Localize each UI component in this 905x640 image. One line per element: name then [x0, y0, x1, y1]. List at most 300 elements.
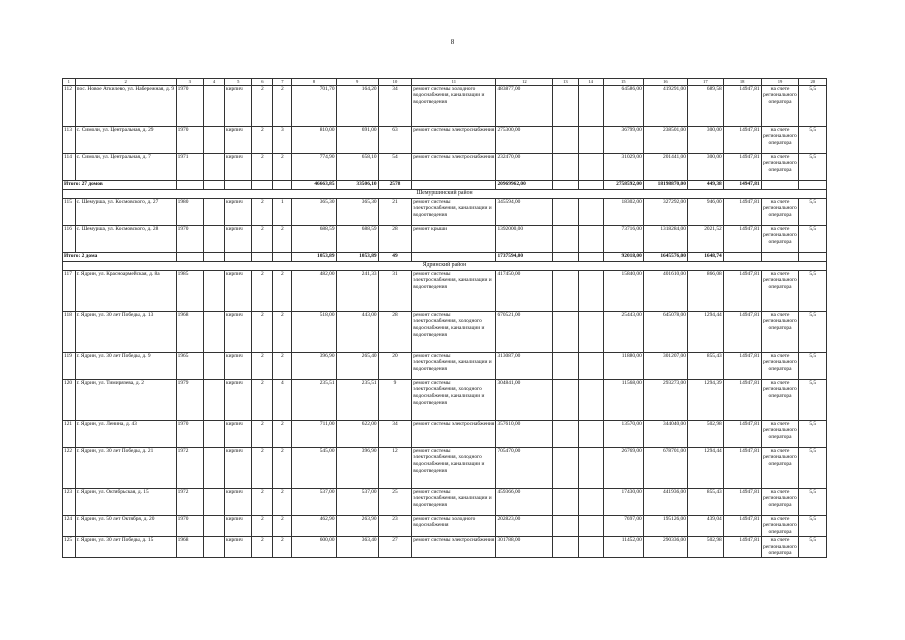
floors: 2	[252, 225, 273, 252]
col-13	[553, 488, 578, 515]
fund-funds: 201441,00	[643, 153, 687, 180]
total-cost: 417450,00	[496, 270, 553, 311]
limit-cost: 14947,81	[723, 352, 761, 379]
total-cost: 670521,00	[496, 311, 553, 352]
row-number: 123	[63, 488, 76, 515]
residents: 31	[378, 270, 412, 311]
column-number: 19	[761, 79, 799, 86]
year-built: 1970	[176, 85, 203, 126]
work-type: ремонт системы электроснабжения, канализации и водоотведения	[412, 270, 496, 311]
column-number: 4	[204, 79, 225, 86]
term: 5,5	[799, 447, 827, 488]
limit-cost: 14947,81	[723, 379, 761, 420]
district-header	[63, 261, 827, 270]
entrances: 2	[273, 153, 292, 180]
term: 5,5	[799, 126, 827, 153]
address: с. Симоли, ул. Центральная, д. 7	[75, 153, 176, 180]
column-number: 10	[378, 79, 412, 86]
empty-cell	[412, 180, 496, 189]
total-area: 701,70	[292, 85, 336, 126]
fund-funds: 293273,00	[643, 379, 687, 420]
row-number: 116	[63, 225, 76, 252]
table-row	[63, 536, 827, 557]
col-14	[578, 198, 603, 225]
address: с. Шемурша, ул. Космовского, д. 28	[75, 225, 176, 252]
fund-method: на счете регионального оператора	[761, 198, 799, 225]
col-14	[578, 379, 603, 420]
address: г. Ядрин, ул. 30 лет Победы, д. 9	[75, 352, 176, 379]
empty-cell	[761, 180, 799, 189]
total-cost-per-sqm: 449,38	[687, 180, 723, 189]
empty-cell	[578, 180, 603, 189]
residents: 23	[378, 515, 412, 536]
total-cost: 483877,00	[496, 85, 553, 126]
entrances: 2	[273, 447, 292, 488]
living-area: 537,00	[336, 488, 378, 515]
col-14	[578, 420, 603, 447]
total-cost: 20969962,00	[496, 180, 553, 189]
column-number: 1	[63, 79, 76, 86]
total-fund-funds: 1645576,00	[643, 252, 687, 261]
col-14	[578, 311, 603, 352]
wall-material: кирпич	[225, 379, 252, 420]
district-header	[63, 189, 827, 198]
column-number: 5	[225, 79, 252, 86]
table-row	[63, 198, 827, 225]
col-4	[204, 536, 225, 557]
total-residents: 49	[378, 252, 412, 261]
year-built: 1970	[176, 515, 203, 536]
col-14	[578, 488, 603, 515]
owner-funds: 36799,00	[603, 126, 643, 153]
address: г. Ядрин, ул. Октябрьская, д. 15	[75, 488, 176, 515]
fund-method: на счете регионального оператора	[761, 153, 799, 180]
column-number: 12	[496, 79, 553, 86]
table-row	[63, 311, 827, 352]
fund-method: на счете регионального оператора	[761, 85, 799, 126]
col-13	[553, 379, 578, 420]
col-14	[578, 515, 603, 536]
total-area: 810,00	[292, 126, 336, 153]
year-built: 1985	[176, 270, 203, 311]
owner-funds: 26769,00	[603, 447, 643, 488]
address: г. Ядрин, ул. 50 лет Октября, д. 20	[75, 515, 176, 536]
cost-per-sqm: 502,98	[687, 420, 723, 447]
owner-funds: 11880,00	[603, 352, 643, 379]
wall-material: кирпич	[225, 270, 252, 311]
owner-funds: 25443,00	[603, 311, 643, 352]
total-residents: 2578	[378, 180, 412, 189]
total-area: 1053,89	[292, 252, 336, 261]
residents: 25	[378, 488, 412, 515]
owner-funds: 31029,00	[603, 153, 643, 180]
fund-method: на счете регионального оператора	[761, 447, 799, 488]
table-row	[63, 126, 827, 153]
repair-program-table	[62, 78, 827, 558]
term: 5,5	[799, 379, 827, 420]
entrances: 3	[273, 126, 292, 153]
page-number: 8	[450, 38, 455, 46]
limit-cost: 14947,81	[723, 536, 761, 557]
total-limit-cost	[723, 252, 761, 261]
total-living-area: 1053,89	[336, 252, 378, 261]
cost-per-sqm: 300,00	[687, 126, 723, 153]
total-cost: 1392000,00	[496, 225, 553, 252]
limit-cost: 14947,81	[723, 515, 761, 536]
total-cost: 1737594,00	[496, 252, 553, 261]
cost-per-sqm: 866,08	[687, 270, 723, 311]
table-row	[63, 352, 827, 379]
owner-funds: 11452,00	[603, 536, 643, 557]
wall-material: кирпич	[225, 126, 252, 153]
owner-funds: 13570,00	[603, 420, 643, 447]
living-area: 265,40	[336, 352, 378, 379]
total-area: 537,00	[292, 488, 336, 515]
floors: 2	[252, 311, 273, 352]
table-row	[63, 270, 827, 311]
entrances: 2	[273, 85, 292, 126]
living-area: 363,40	[336, 536, 378, 557]
empty-cell	[273, 180, 292, 189]
term: 5,5	[799, 515, 827, 536]
col-4	[204, 85, 225, 126]
column-number: 2	[75, 79, 176, 86]
column-number: 11	[412, 79, 496, 86]
residents: 34	[378, 85, 412, 126]
col-13	[553, 126, 578, 153]
total-cost: 301788,00	[496, 536, 553, 557]
col-4	[204, 352, 225, 379]
empty-cell	[176, 252, 203, 261]
empty-cell	[252, 252, 273, 261]
empty-cell	[799, 180, 827, 189]
work-type: ремонт системы электроснабжения, канализации и водоотведения	[412, 488, 496, 515]
cost-per-sqm: 300,00	[687, 153, 723, 180]
year-built: 1979	[176, 379, 203, 420]
total-cost: 345594,00	[496, 198, 553, 225]
owner-funds: 11568,00	[603, 379, 643, 420]
col-14	[578, 352, 603, 379]
col-14	[578, 225, 603, 252]
fund-funds: 419291,00	[643, 85, 687, 126]
work-type: ремонт системы электроснабжения	[412, 153, 496, 180]
table-row	[63, 225, 827, 252]
table-row	[63, 420, 827, 447]
column-number-row	[63, 79, 827, 86]
entrances: 2	[273, 225, 292, 252]
entrances: 2	[273, 515, 292, 536]
col-13	[553, 515, 578, 536]
total-label: Итого: 27 домов	[63, 180, 177, 189]
total-area: 396,90	[292, 352, 336, 379]
floors: 2	[252, 379, 273, 420]
limit-cost: 14947,81	[723, 420, 761, 447]
limit-cost: 14947,81	[723, 447, 761, 488]
fund-method: на счете регионального оператора	[761, 352, 799, 379]
year-built: 1968	[176, 536, 203, 557]
total-row	[63, 252, 827, 261]
address: г. Ядрин, ул. 30 лет Победы, д. 21	[75, 447, 176, 488]
column-number: 15	[603, 79, 643, 86]
fund-method: на счете регионального оператора	[761, 536, 799, 557]
row-number: 117	[63, 270, 76, 311]
year-built: 1971	[176, 153, 203, 180]
floors: 2	[252, 447, 273, 488]
address: г. Ядрин, ул. 30 лет Победы, д. 15	[75, 536, 176, 557]
empty-cell	[204, 252, 225, 261]
total-cost: 304841,00	[496, 379, 553, 420]
col-13	[553, 447, 578, 488]
entrances: 2	[273, 488, 292, 515]
residents: 12	[378, 447, 412, 488]
work-type: ремонт системы электроснабжения	[412, 420, 496, 447]
col-4	[204, 198, 225, 225]
limit-cost: 14947,81	[723, 198, 761, 225]
column-number: 13	[553, 79, 578, 86]
total-label: Итого: 2 дома	[63, 252, 177, 261]
empty-cell	[273, 252, 292, 261]
row-number: 113	[63, 126, 76, 153]
year-built: 1980	[176, 198, 203, 225]
col-13	[553, 153, 578, 180]
empty-cell	[553, 180, 578, 189]
col-13	[553, 225, 578, 252]
column-number: 8	[292, 79, 336, 86]
year-built: 1968	[176, 311, 203, 352]
fund-funds: 301207,00	[643, 352, 687, 379]
col-4	[204, 311, 225, 352]
limit-cost: 14947,81	[723, 153, 761, 180]
year-built: 1972	[176, 447, 203, 488]
row-number: 120	[63, 379, 76, 420]
cost-per-sqm: 502,98	[687, 536, 723, 557]
address: г. Ядрин, ул. Красноармейская, д. 8а	[75, 270, 176, 311]
empty-cell	[799, 252, 827, 261]
total-area: 711,00	[292, 420, 336, 447]
residents: 21	[378, 198, 412, 225]
limit-cost: 14947,81	[723, 225, 761, 252]
fund-method: на счете регионального оператора	[761, 225, 799, 252]
col-14	[578, 447, 603, 488]
col-14	[578, 270, 603, 311]
col-4	[204, 126, 225, 153]
district-name: Шемуршинский район	[63, 189, 827, 198]
total-cost: 313087,00	[496, 352, 553, 379]
col-13	[553, 420, 578, 447]
term: 5,5	[799, 311, 827, 352]
wall-material: кирпич	[225, 311, 252, 352]
work-type: ремонт крыши	[412, 225, 496, 252]
wall-material: кирпич	[225, 352, 252, 379]
empty-cell	[578, 252, 603, 261]
owner-funds: 7697,00	[603, 515, 643, 536]
entrances: 2	[273, 420, 292, 447]
year-built: 1970	[176, 126, 203, 153]
table-row	[63, 447, 827, 488]
wall-material: кирпич	[225, 515, 252, 536]
address: с. Шемурша, ул. Космовского, д. 27	[75, 198, 176, 225]
col-4	[204, 420, 225, 447]
floors: 2	[252, 420, 273, 447]
work-type: ремонт системы холодного водоснабжения	[412, 515, 496, 536]
column-number: 17	[687, 79, 723, 86]
living-area: 396,90	[336, 447, 378, 488]
fund-method: на счете регионального оператора	[761, 311, 799, 352]
col-4	[204, 225, 225, 252]
residents: 28	[378, 225, 412, 252]
col-13	[553, 536, 578, 557]
fund-funds: 344040,00	[643, 420, 687, 447]
work-type: ремонт системы электроснабжения, холодного водоснабжения, канализации и водоотведения	[412, 311, 496, 352]
fund-method: на счете регионального оператора	[761, 488, 799, 515]
fund-method: на счете регионального оператора	[761, 379, 799, 420]
col-14	[578, 153, 603, 180]
column-number: 6	[252, 79, 273, 86]
entrances: 2	[273, 536, 292, 557]
col-4	[204, 447, 225, 488]
total-cost: 202823,00	[496, 515, 553, 536]
row-number: 125	[63, 536, 76, 557]
living-area: 164,20	[336, 85, 378, 126]
fund-method: на счете регионального оператора	[761, 420, 799, 447]
total-cost: 232470,00	[496, 153, 553, 180]
row-number: 122	[63, 447, 76, 488]
term: 5,5	[799, 153, 827, 180]
total-row	[63, 180, 827, 189]
cost-per-sqm: 1294,44	[687, 447, 723, 488]
wall-material: кирпич	[225, 420, 252, 447]
living-area: 622,00	[336, 420, 378, 447]
entrances: 2	[273, 270, 292, 311]
table-row	[63, 488, 827, 515]
term: 5,5	[799, 198, 827, 225]
empty-cell	[553, 252, 578, 261]
total-area: 518,00	[292, 311, 336, 352]
cost-per-sqm: 1294,44	[687, 311, 723, 352]
fund-funds: 238501,00	[643, 126, 687, 153]
total-cost: 459366,00	[496, 488, 553, 515]
term: 5,5	[799, 420, 827, 447]
wall-material: кирпич	[225, 153, 252, 180]
empty-cell	[761, 252, 799, 261]
total-cost: 705470,00	[496, 447, 553, 488]
empty-cell	[176, 180, 203, 189]
wall-material: кирпич	[225, 85, 252, 126]
fund-method: на счете регионального оператора	[761, 270, 799, 311]
fund-funds: 290336,00	[643, 536, 687, 557]
limit-cost: 14947,81	[723, 488, 761, 515]
column-number: 14	[578, 79, 603, 86]
wall-material: кирпич	[225, 198, 252, 225]
limit-cost: 14947,81	[723, 126, 761, 153]
fund-funds: 327292,00	[643, 198, 687, 225]
address: пос. Новое Аткилево, ул. Набережная, д. 9	[75, 85, 176, 126]
work-type: ремонт системы электроснабжения, холодного водоснабжения, канализации и водоотведения	[412, 379, 496, 420]
col-14	[578, 85, 603, 126]
living-area: 241,33	[336, 270, 378, 311]
empty-cell	[225, 180, 252, 189]
term: 5,5	[799, 488, 827, 515]
empty-cell	[252, 180, 273, 189]
living-area: 235,51	[336, 379, 378, 420]
cost-per-sqm: 946,00	[687, 198, 723, 225]
floors: 2	[252, 488, 273, 515]
row-number: 115	[63, 198, 76, 225]
cost-per-sqm: 855,43	[687, 352, 723, 379]
column-number: 20	[799, 79, 827, 86]
col-4	[204, 379, 225, 420]
owner-funds: 73716,00	[603, 225, 643, 252]
col-4	[204, 488, 225, 515]
cost-per-sqm: 855,43	[687, 488, 723, 515]
total-cost: 357610,00	[496, 420, 553, 447]
floors: 2	[252, 126, 273, 153]
floors: 2	[252, 515, 273, 536]
total-limit-cost: 14947,81	[723, 180, 761, 189]
fund-funds: 678701,00	[643, 447, 687, 488]
cost-per-sqm: 1294,39	[687, 379, 723, 420]
floors: 2	[252, 198, 273, 225]
total-area: 600,00	[292, 536, 336, 557]
empty-cell	[204, 180, 225, 189]
entrances: 1	[273, 198, 292, 225]
address: г. Ядрин, ул. 30 лет Победы, д. 13	[75, 311, 176, 352]
work-type: ремонт системы электроснабжения	[412, 536, 496, 557]
floors: 2	[252, 85, 273, 126]
total-area: 462,90	[292, 515, 336, 536]
fund-funds: 401610,00	[643, 270, 687, 311]
district-name: Ядринский район	[63, 261, 827, 270]
address: г. Ядрин, ул. Ленина, д. 43	[75, 420, 176, 447]
work-type: ремонт системы электроснабжения, холодного водоснабжения, канализации и водоотведения	[412, 447, 496, 488]
residents: 63	[378, 126, 412, 153]
residents: 27	[378, 536, 412, 557]
total-cost: 275300,00	[496, 126, 553, 153]
total-area: 545,00	[292, 447, 336, 488]
row-number: 114	[63, 153, 76, 180]
limit-cost: 14947,81	[723, 311, 761, 352]
term: 5,5	[799, 270, 827, 311]
column-number: 3	[176, 79, 203, 86]
total-owner-funds: 2758592,00	[603, 180, 643, 189]
term: 5,5	[799, 225, 827, 252]
address: г. Ядрин, ул. Тимирязева, д. 2	[75, 379, 176, 420]
residents: 54	[378, 153, 412, 180]
fund-funds: 645078,00	[643, 311, 687, 352]
residents: 28	[378, 311, 412, 352]
work-type: ремонт системы электроснабжения, канализации и водоотведения	[412, 198, 496, 225]
living-area: 263,90	[336, 515, 378, 536]
term: 5,5	[799, 85, 827, 126]
cost-per-sqm: 2021,52	[687, 225, 723, 252]
row-number: 112	[63, 85, 76, 126]
residents: 9	[378, 379, 412, 420]
total-area: 482,00	[292, 270, 336, 311]
total-area: 46663,85	[292, 180, 336, 189]
empty-cell	[412, 252, 496, 261]
cost-per-sqm: 689,58	[687, 85, 723, 126]
year-built: 1965	[176, 352, 203, 379]
col-13	[553, 198, 578, 225]
owner-funds: 18302,00	[603, 198, 643, 225]
row-number: 124	[63, 515, 76, 536]
wall-material: кирпич	[225, 225, 252, 252]
col-4	[204, 153, 225, 180]
fund-funds: 441936,00	[643, 488, 687, 515]
total-owner-funds: 92018,00	[603, 252, 643, 261]
total-area: 774,90	[292, 153, 336, 180]
col-13	[553, 311, 578, 352]
